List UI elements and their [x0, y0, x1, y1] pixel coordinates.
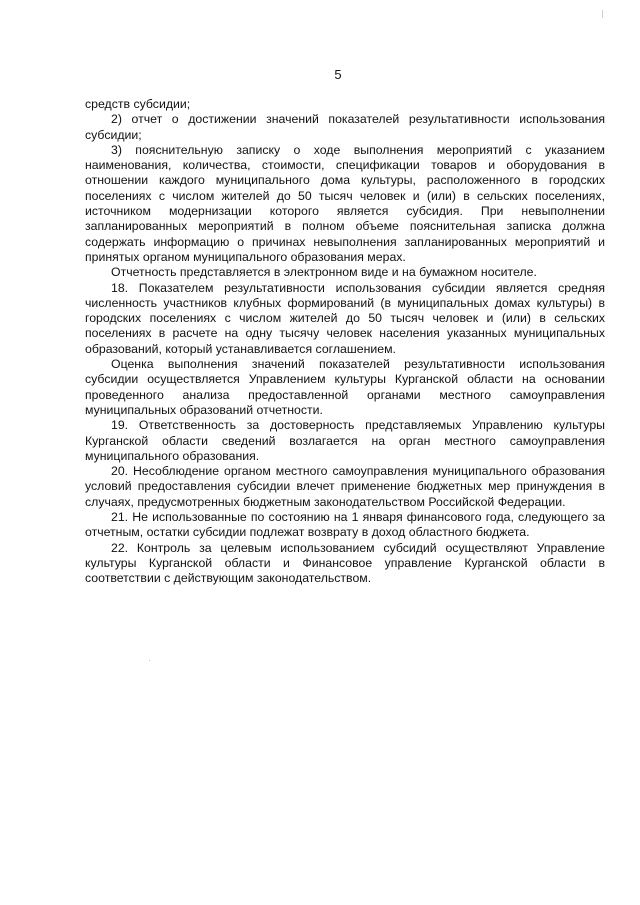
- paragraph-19: 19. Ответственность за достоверность представляемых Управлению культуры Курганской области сведений возлагается на орган местного самоуправления муниципального образования.: [85, 418, 605, 463]
- paragraph-21: 21. Не использованные по состоянию на 1 января финансового года, следующего за отчетным, остатки субсидии подлежат возврату в доход областного бюджета.: [85, 510, 605, 540]
- paragraph-20: 20. Несоблюдение органом местного самоуправления муниципального образования условий предоставления субсидии влечет применение бюджетных мер принуждения в случаях, предусмотренных бюджетным законодательством Российской Федерации.: [85, 464, 605, 509]
- paragraph-assessment: Оценка выполнения значений показателей результативности использования субсидии осуществляется Управлением культуры Курганской области на основании проведенного анализа предоставленной органами местного самоуправления муниципальных образований отчетности.: [85, 357, 605, 417]
- paragraph-item-3: 3) пояснительную записку о ходе выполнения мероприятий с указанием наименования, количества, стоимости, спецификации товаров и оборудования в отношении каждого муниципального дома культуры, расположенного в городских поселениях с числом жителей до 50 тысяч человек и (или) в сельских поселениях, источником модернизации которого является субсидия. При невыполнении запланированных мероприятий в полном объеме пояснительная записка должна содержать информацию о причинах невыполнения запланированных мероприятий и принятых органом муниципального образования мерах.: [85, 142, 605, 264]
- paragraph-reporting-form: Отчетность представляется в электронном виде и на бумажном носителе.: [111, 265, 537, 280]
- paragraph-18: 18. Показателем результативности использования субсидии является средняя численность участников клубных формирований (в муниципальных домах культуры) в городских поселениях с числом жителей до 50 тысяч человек и (или) в сельских поселениях в расчете на одну тысячу человек населения указанных муниципальных образований, который устанавливается соглашением.: [85, 280, 605, 356]
- paragraph-22: 22. Контроль за целевым использованием субсидий осуществляют Управление культуры Курганской области и Финансовое управление Курганской области в соответствии с действующим законодательством.: [85, 540, 605, 586]
- paragraph-continuation: средств субсидии;: [85, 97, 191, 111]
- paragraph-item-2: 2) отчет о достижении значений показателей результативности использования субсидии;: [85, 112, 605, 142]
- scan-mark: [602, 10, 603, 18]
- scan-dot: [149, 660, 150, 661]
- document-body: [85, 97, 605, 587]
- page-number: 5: [334, 67, 342, 82]
